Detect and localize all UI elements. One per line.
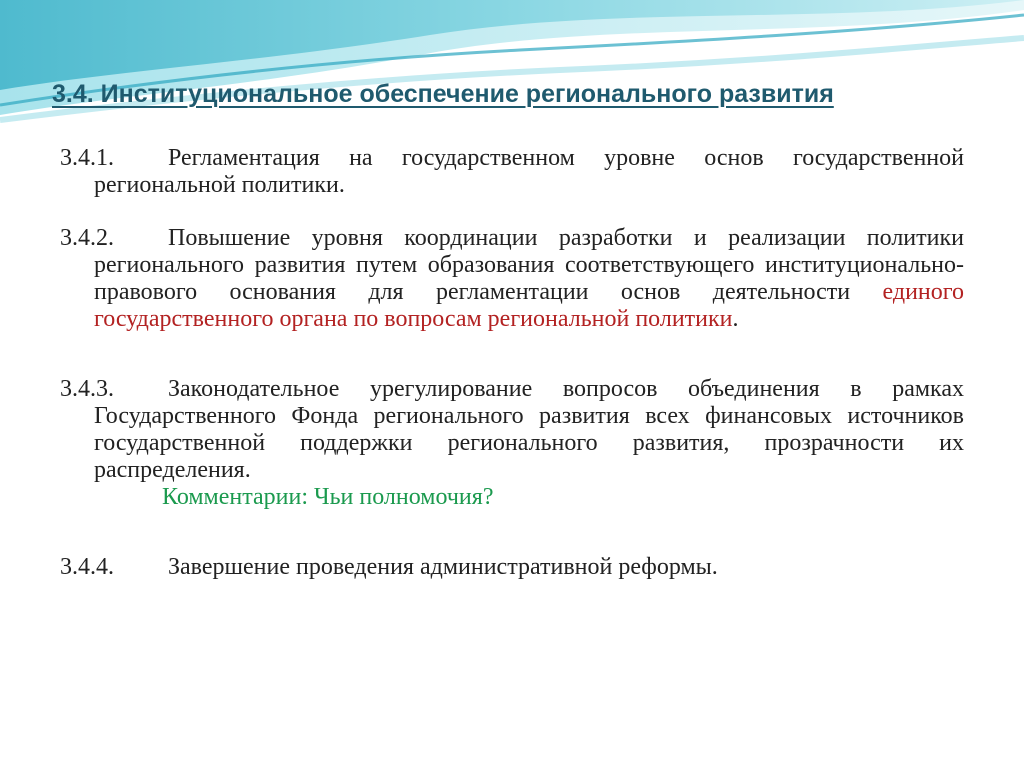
list-item bbox=[60, 225, 964, 333]
item-number: 3.4.2. bbox=[60, 225, 114, 251]
item-text: Законодательное урегулирование вопросов объединения в рамках Государственного Фонда регионального развития всех финансовых источников государственной поддержки регионального развития, прозрачности их распределения. bbox=[94, 376, 964, 483]
list-item bbox=[60, 376, 964, 484]
header-wave-decoration bbox=[0, 0, 1024, 130]
item-text: Повышение уровня координации разработки и реализации политики регионального развития путем образования соответствующего институционально-правового основания для регламентации основ деятельности единого государственного органа по вопросам региональной политики. bbox=[94, 225, 964, 332]
item-number: 3.4.3. bbox=[60, 376, 114, 402]
item-number: 3.4.1. bbox=[60, 145, 114, 171]
list-item bbox=[60, 554, 964, 581]
item-text: Завершение проведения административной реформы. bbox=[168, 554, 718, 580]
item-number: 3.4.4. bbox=[60, 554, 114, 580]
list-item bbox=[60, 145, 964, 199]
slide-content bbox=[60, 145, 964, 581]
page-title: 3.4. Институциональное обеспечение регионального развития bbox=[52, 80, 834, 108]
comment-note: Комментарии: Чьи полномочия? bbox=[162, 484, 494, 510]
item-text: Регламентация на государственном уровне основ государственной региональной политики. bbox=[94, 145, 964, 198]
highlighted-text: единого государственного органа по вопросам региональной политики bbox=[94, 279, 964, 332]
